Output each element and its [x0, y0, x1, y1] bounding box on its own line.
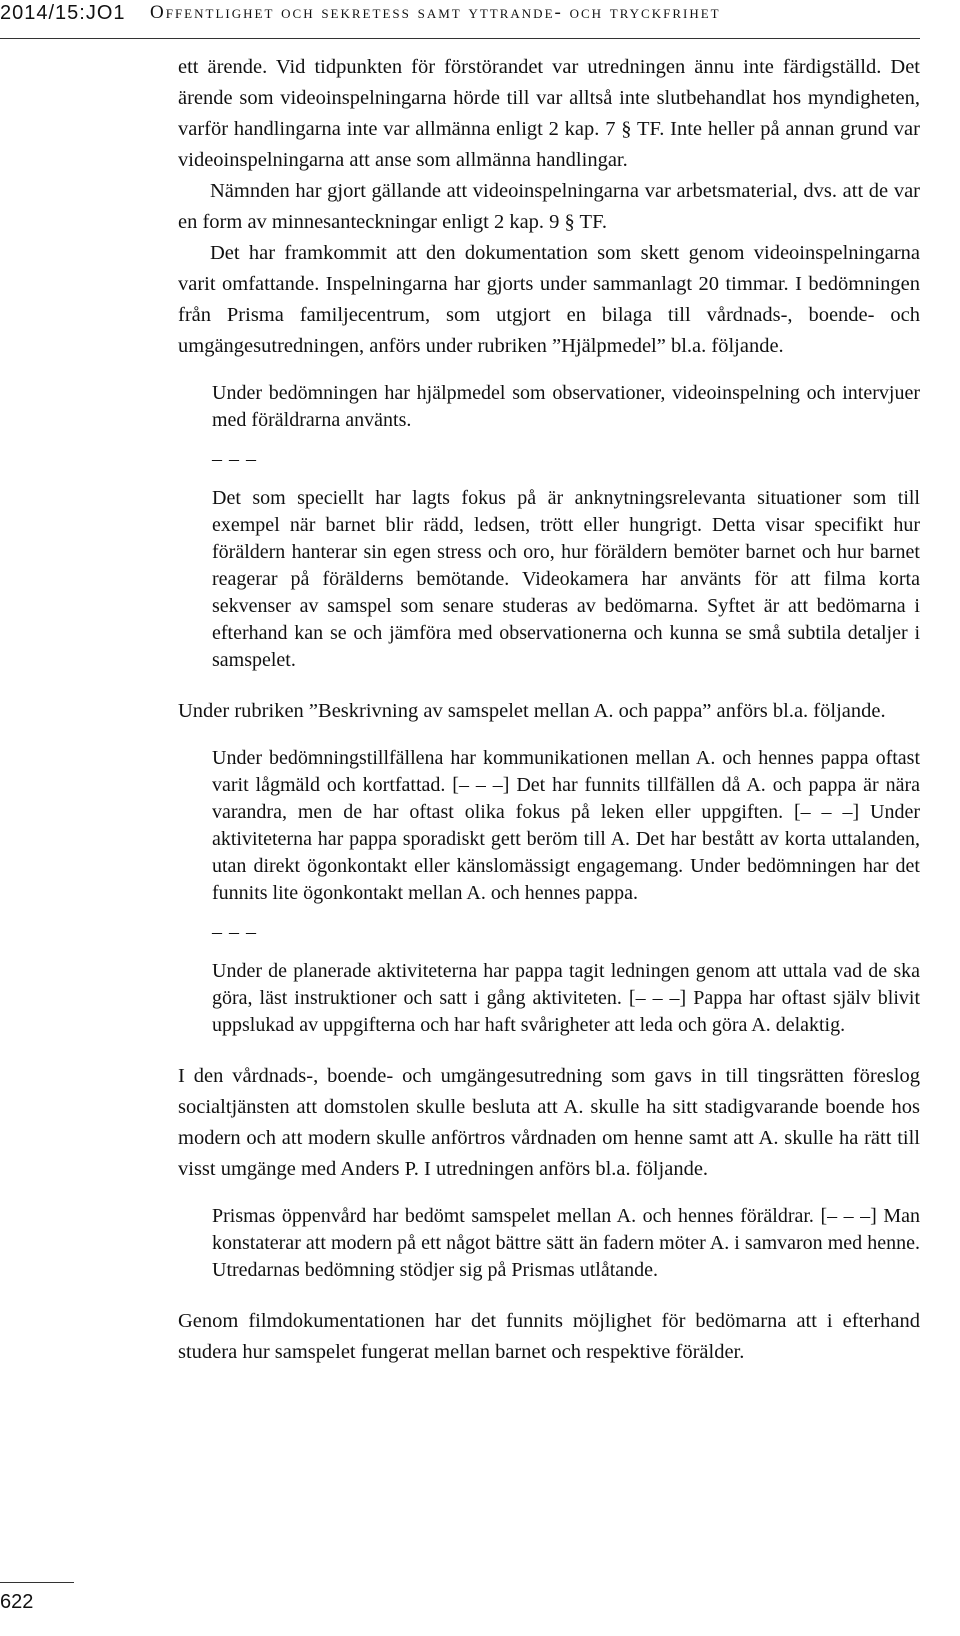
block-quote	[212, 1203, 920, 1284]
omission-mark: – – –	[212, 921, 257, 943]
quote-paragraph: Under de planerade aktiviteterna har pappa tagit ledningen genom att uttala vad de ska göra, läst instruktioner och satt i gång aktiviteten. [– – –] Pappa har oftast själv blivit uppslukad av uppgifterna och har haft svårigheter att leda och göra A. delaktig.	[212, 960, 920, 1036]
paragraph: Under rubriken ”Beskrivning av samspelet mellan A. och pappa” anförs bl.a. följande.	[178, 700, 886, 722]
page-number: 622	[0, 1582, 74, 1622]
block-quote	[212, 380, 920, 674]
document-reference: 2014/15:JO1	[0, 2, 126, 24]
page-header	[0, 2, 920, 39]
paragraph: Det har framkommit att den dokumentation som skett genom videoinspelningarna varit omfattande. Inspelningarna har gjorts under sammanlagt 20 timmar. I bedömningen från Prisma familjecentrum, som utgjort en bilaga till vårdnads-, boende- och umgängesutredningen, anförs under rubriken ”Hjälpmedel” bl.a. följande.	[178, 242, 920, 357]
document-body	[178, 52, 920, 1368]
paragraph: Nämnden har gjort gällande att videoinspelningarna var arbetsmaterial, dvs. att de var en form av minnesanteckningar enligt 2 kap. 9 § TF.	[178, 180, 920, 233]
quote-paragraph: Under bedömningen har hjälpmedel som observationer, videoinspelning och intervjuer med föräldrarna använts.	[212, 382, 920, 431]
paragraph: Genom filmdokumentationen har det funnits möjlighet för bedömarna att i efterhand studera hur samspelet fungerat mellan barnet och respektive förälder.	[178, 1310, 920, 1363]
block-quote	[212, 745, 920, 1039]
quote-paragraph: Under bedömningstillfällena har kommunikationen mellan A. och hennes pappa oftast varit lågmäld och kortfattad. [– – –] Det har funnits tillfällen då A. och pappa är nära varandra, men de har oftast olika fokus på leken eller uppgiften. [– – –] Under aktiviteterna har pappa sporadiskt gett beröm till A. Det har bestått av korta uttalanden, utan direkt ögonkontakt eller känslomässigt engagemang. Under bedömningen har det funnits lite ögonkontakt mellan A. och hennes pappa.	[212, 747, 920, 904]
paragraph: ett ärende. Vid tidpunkten för förstörandet var utredningen ännu inte färdigställd. Det ärende som videoinspelningarna hörde till var alltså inte slutbehandlat hos myndigheten, varför handlingarna inte var allmänna enligt 2 kap. 7 § TF. Inte heller på annan grund var videoinspelningarna att anse som allmänna handlingar.	[178, 56, 920, 171]
omission-mark: – – –	[212, 448, 257, 470]
paragraph: I den vårdnads-, boende- och umgängesutredning som gavs in till tingsrätten föreslog socialtjänsten att domstolen skulle besluta att A. skulle ha sitt stadigvarande boende hos modern och att modern skulle anförtros vårdnaden om henne samt att A. skulle ha rätt till visst umgänge med Anders P. I utredningen anförs bl.a. följande.	[178, 1065, 920, 1180]
quote-paragraph: Det som speciellt har lagts fokus på är anknytningsrelevanta situationer som till exempel när barnet blir rädd, ledsen, trött eller hungrigt. Detta visar specifikt hur föräldern hanterar sin egen stress och oro, hur föräldern bemöter barnet och hur barnet reagerar på förälderns bemötande. Videokamera har använts för att filma korta sekvenser av samspel som senare studeras av bedömarna. Syftet är att bedömarna i efterhand kan se och jämföra med observationerna och kunna se små subtila detaljer i samspelet.	[212, 487, 920, 671]
quote-paragraph: Prismas öppenvård har bedömt samspelet mellan A. och hennes föräldrar. [– – –] Man konstaterar att modern på ett något bättre sätt än fadern möter A. i samvaron med henne. Utredarnas bedömning stödjer sig på Prismas utlåtande.	[212, 1205, 920, 1281]
running-title: Offentlighet och sekretess samt yttrande- och tryckfrihet	[150, 2, 721, 23]
